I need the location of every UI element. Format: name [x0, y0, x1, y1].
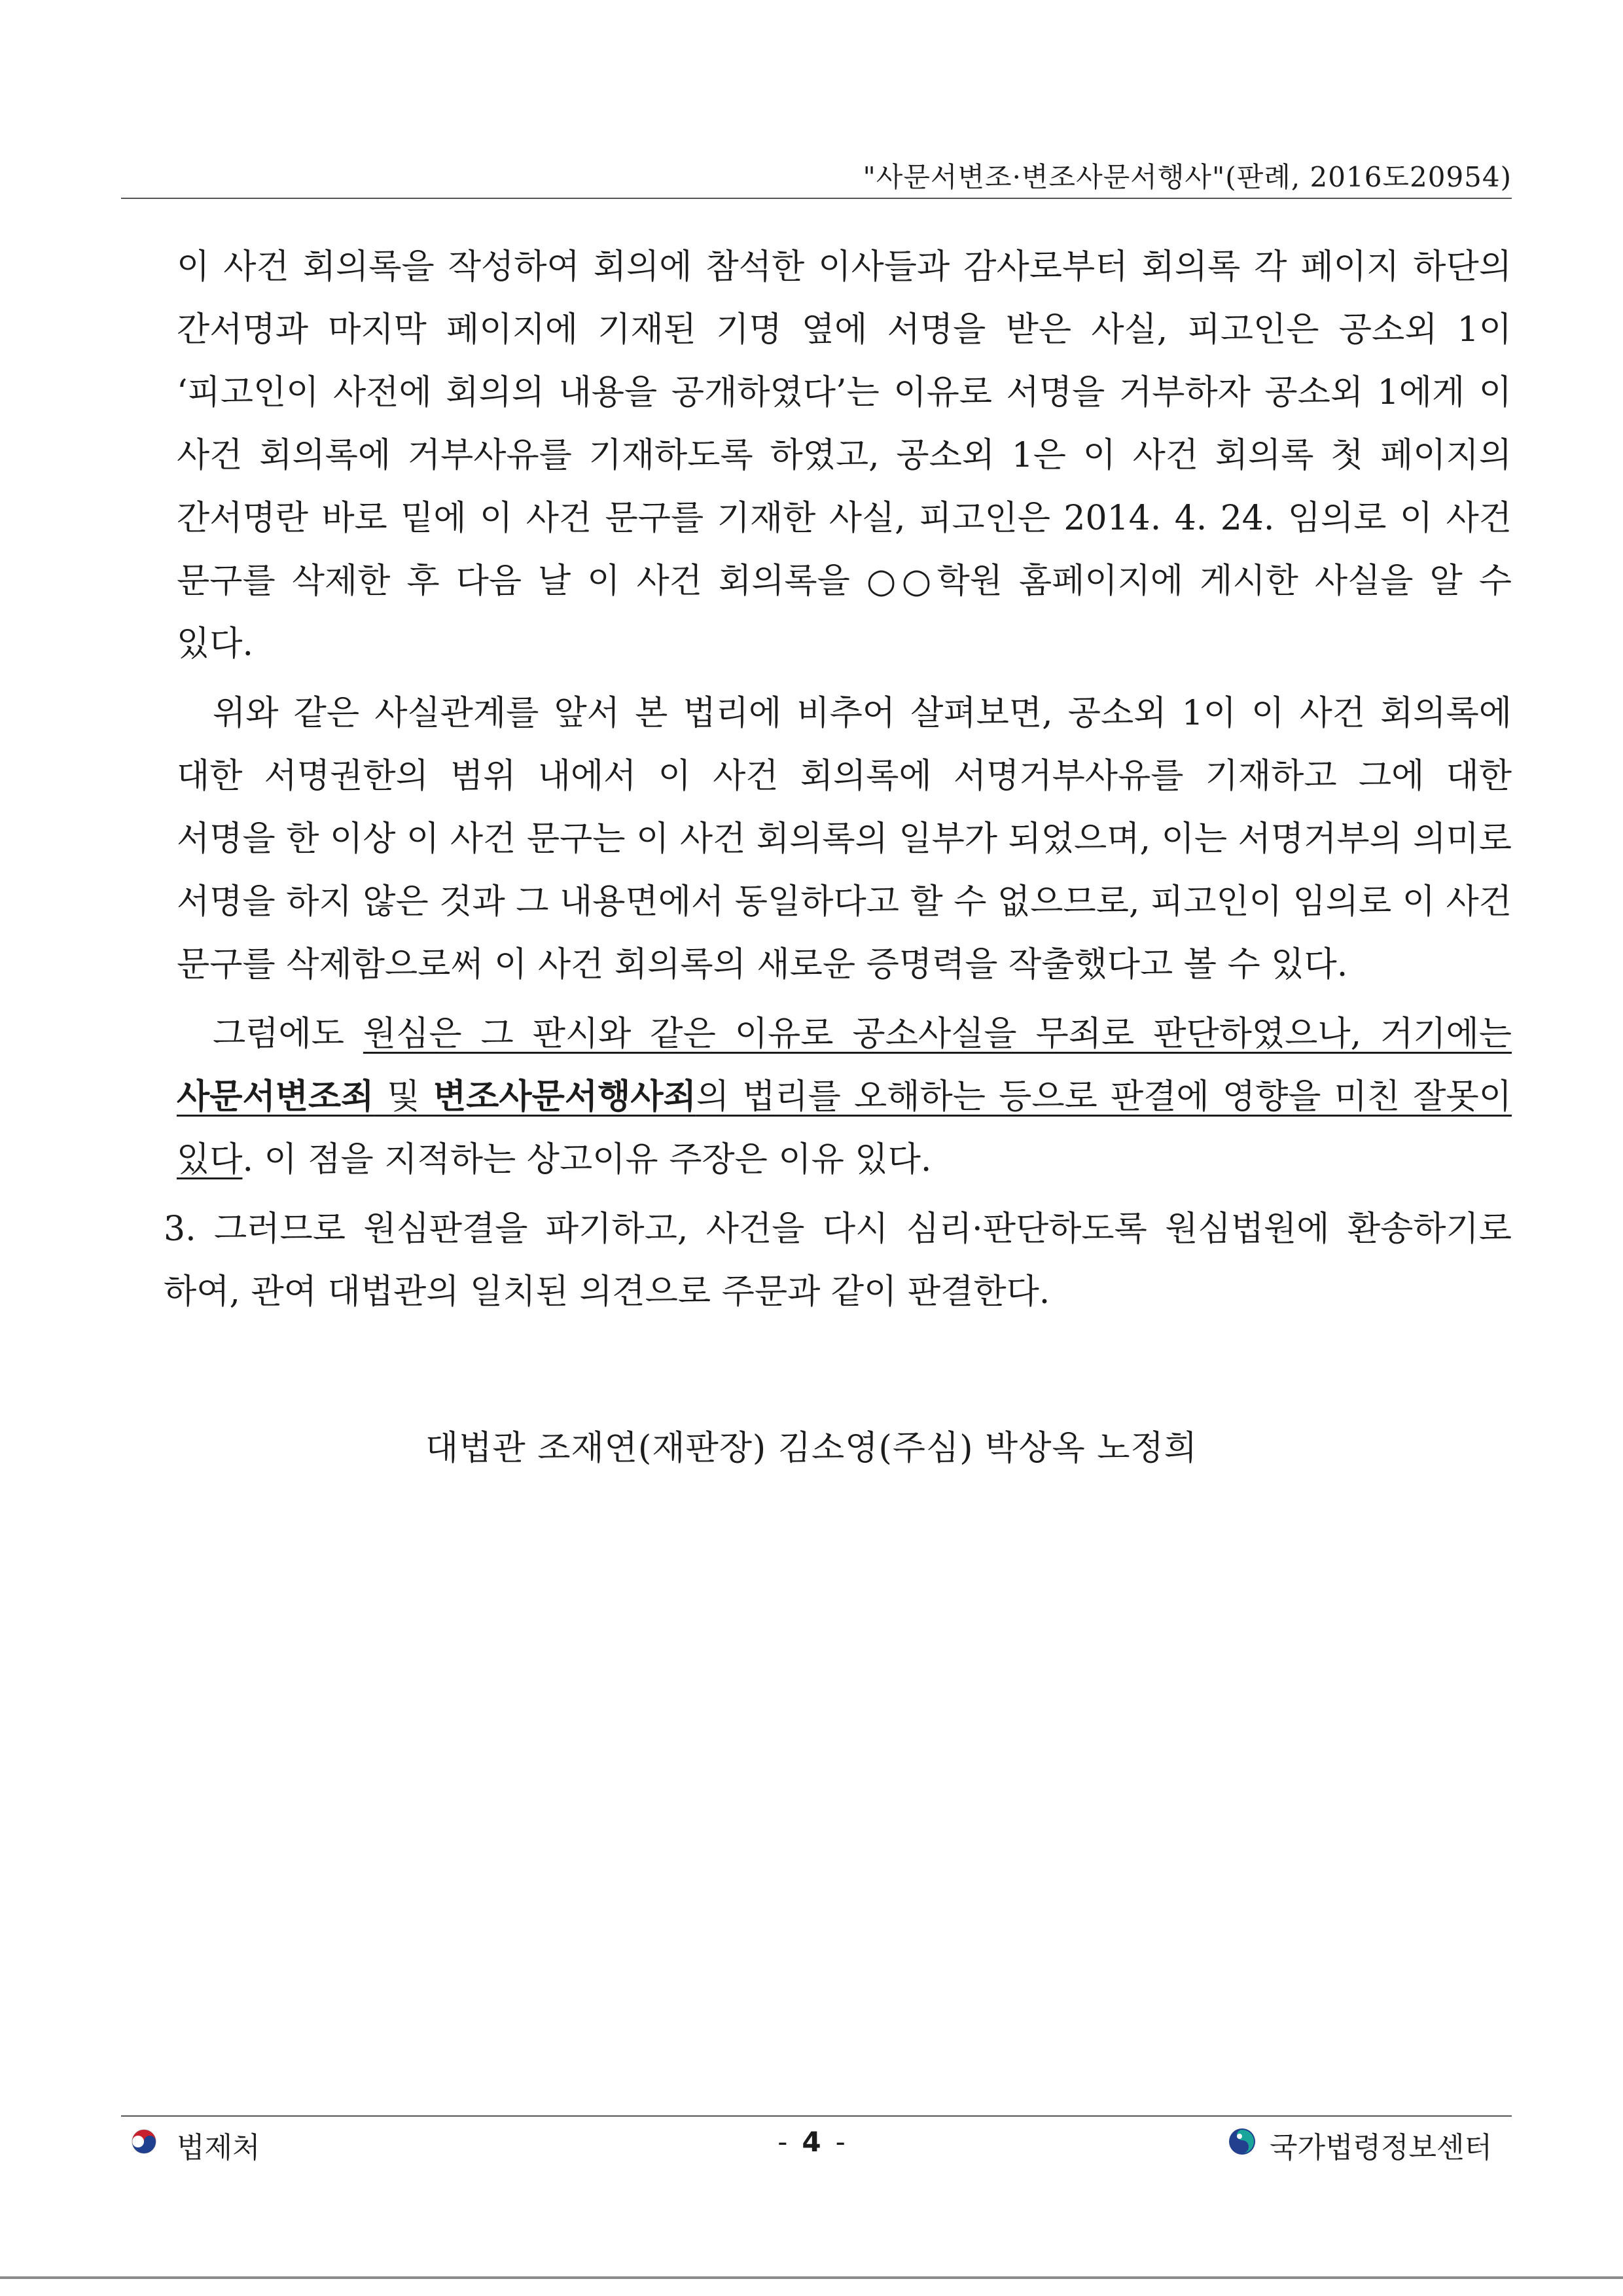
footer-divider — [121, 2115, 1512, 2117]
scan-edge-line — [0, 2276, 1623, 2279]
footer-right-label: 국가법령정보센터 — [1269, 2131, 1492, 2164]
bold-term-2: 변조사문서행사죄 — [433, 1077, 696, 1117]
underlined-text-1: 원심은 그 판시와 같은 이유로 공소사실을 무죄로 판단하였으나, 거기에는 — [363, 1014, 1512, 1054]
footer-right — [1228, 2124, 1492, 2166]
paragraph-3-tail: . 이 점을 지적하는 상고이유 주장은 이유 있다. — [242, 1140, 932, 1179]
law-center-logo-icon — [1228, 2127, 1257, 2163]
page-dash-left: - — [777, 2126, 788, 2158]
underlined-text-2: 및 — [374, 1077, 433, 1117]
paragraph-1: 이 사건 회의록을 작성하여 회의에 참석한 이사들과 감사로부터 회의록 각 페이지 하단의 간서명과 마지막 페이지에 기재된 기명 옆에 서명을 받은 사실, 피고인은 공소외 1이 ‘피고인이 사전에 회의의 내용을 공개하였다’는 이유로 서명을 거부하자 공소외 1에게 이 사건 회의록에 거부사유를 기재하도록 하였고, 공소외 1은 이 사건 회의록 첫 페이지의 간서명란 바로 밑에 이 사건 문구를 기재한 사실, 피고인은 2014. 4. 24. 임의로 이 사건 문구를 삭제한 후 다음 날 이 사건 회의록을 ○○학원 홈페이지에 게시한 사실을 알 수 있다. — [177, 247, 1512, 664]
paragraph-3 — [177, 1003, 1512, 1191]
page-number-value: 4 — [802, 2126, 821, 2158]
footer-left-label: 법제처 — [177, 2131, 260, 2164]
justices-signature-line: 대법관 조재연(재판장) 김소영(주심) 박상옥 노정희 — [425, 1429, 1198, 1468]
paragraph-4: 3. 그러므로 원심판결을 파기하고, 사건을 다시 심리·판단하도록 원심법원에 환송하기로 하여, 관여 대법관의 일치된 의견으로 주문과 같이 판결한다. — [164, 1210, 1512, 1312]
page-dash-right: - — [835, 2126, 846, 2158]
header-title: "사문서변조·변조사문서행사"(판례, 2016도20954) — [863, 161, 1512, 193]
header-divider — [121, 198, 1512, 199]
paragraph-3-lead: 그럼에도 — [213, 1014, 363, 1054]
bold-term-1: 사문서변조죄 — [177, 1077, 374, 1117]
paragraph-2: 위와 같은 사실관계를 앞서 본 법리에 비추어 살펴보면, 공소외 1이 이 사건 회의록에 대한 서명권한의 범위 내에서 이 사건 회의록에 서명거부사유를 기재하고 그에 대한 서명을 한 이상 이 사건 문구는 이 사건 회의록의 일부가 되었으며, 이는 서명거부의 의미로 서명을 하지 않은 것과 그 내용면에서 동일하다고 할 수 없으므로, 피고인이 임의로 이 사건 문구를 삭제함으로써 이 사건 회의록의 새로운 증명력을 작출했다고 볼 수 있다. — [177, 694, 1512, 984]
document-body — [164, 236, 1512, 1330]
underlined-text-3: 의 법리를 오해하는 등으로 판결에 영향을 미친 잘못이 있다 — [177, 1077, 1512, 1179]
